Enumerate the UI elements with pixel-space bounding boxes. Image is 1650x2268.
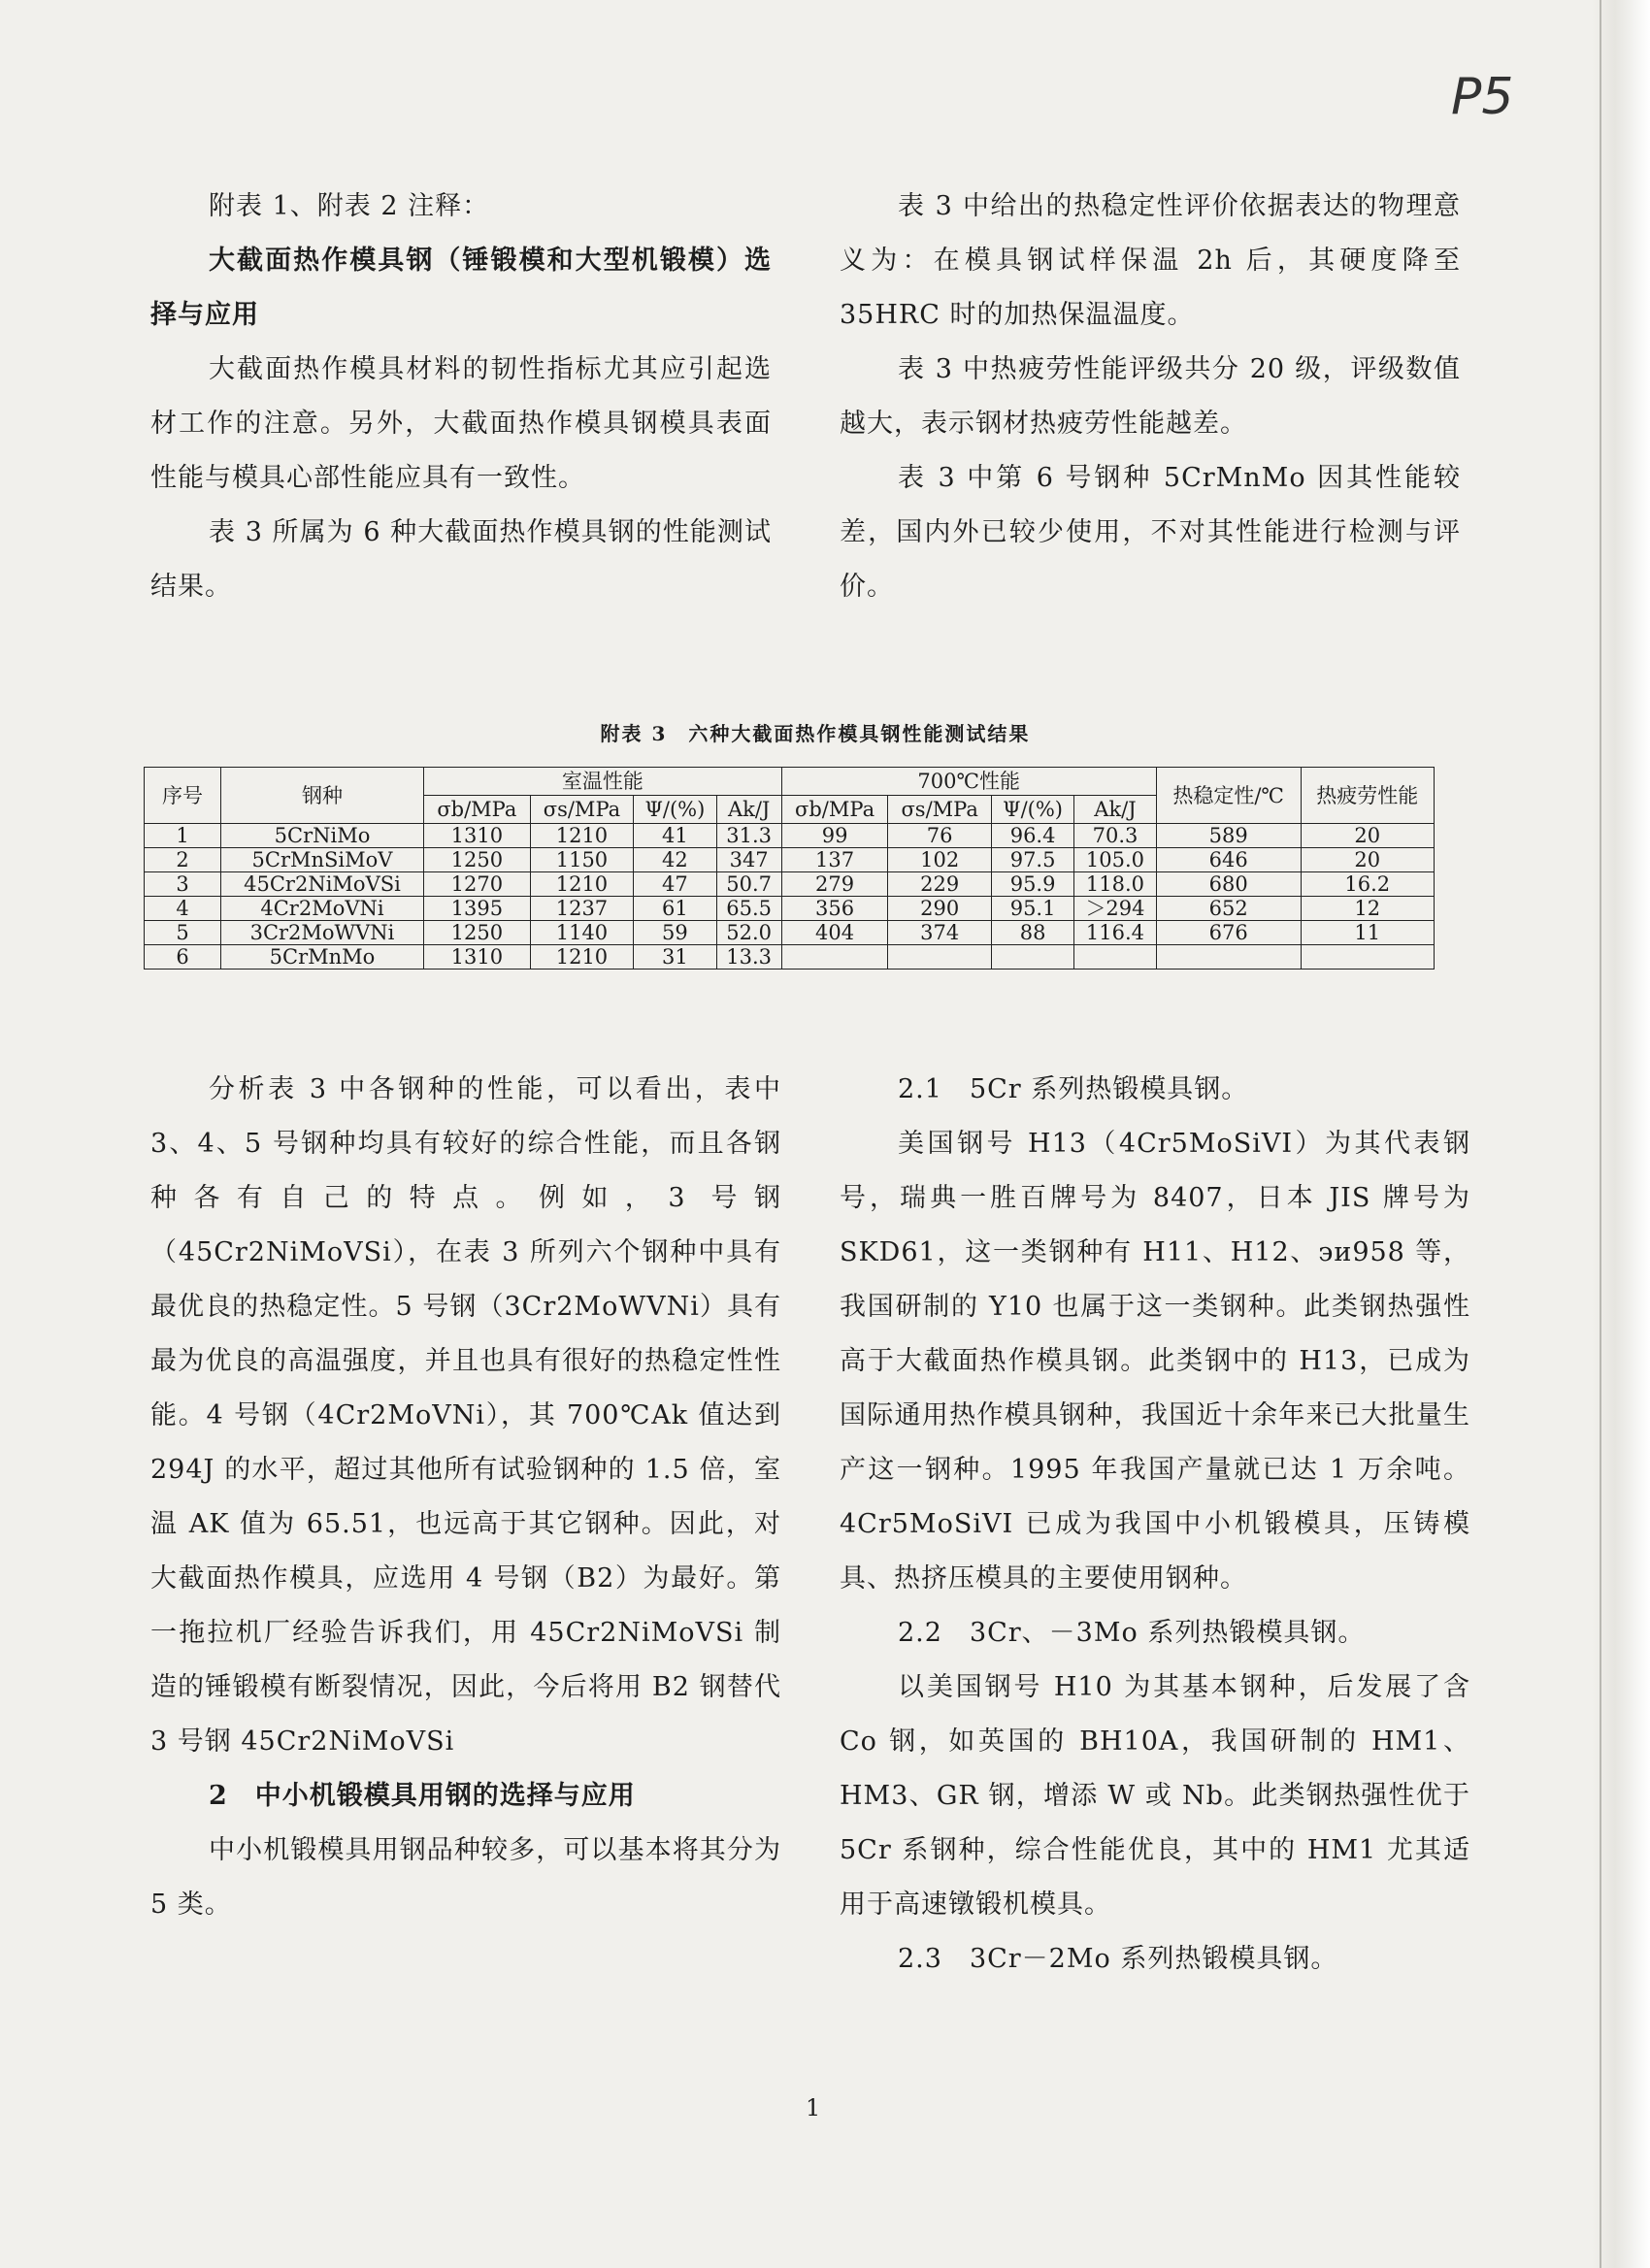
performance-table (144, 767, 1435, 970)
table-cell: 59 (634, 921, 716, 945)
paragraph: 分析表 3 中各钢种的性能，可以看出，表中 3、4、5 号钢种均具有较好的综合性能，而且各钢种各有自己的特点。例如，3 号钢（45Cr2NiMoVSi），在表 3 所列六个钢种中具有最优良的热稳定性。5 号钢（3Cr2MoWVNi）具有最为优良的高温强度，并且也具有很好的热稳定性性能。4 号钢（4Cr2MoVNi），其 700℃Ak 值达到 294J 的水平，超过其他所有试验钢种的 1.5 倍，室温 AK 值为 65.51，也远高于其它钢种。因此，对大截面热作模具，应选用 4 号钢（B2）为最好。第一拖拉机厂经验告诉我们，用 45Cr2NiMoVSi 制造的锤锻模有断裂情况，因此，今后将用 B2 钢替代 3 号钢 45Cr2NiMoVSi (150, 1074, 781, 1757)
table-cell: 5 (145, 921, 221, 945)
table-cell: 76 (888, 824, 992, 848)
header-thermal-fatigue: 热疲劳性能 (1301, 768, 1434, 824)
table-cell: 97.5 (991, 848, 1073, 872)
subheader: Ak/J (716, 796, 781, 824)
paragraph: 大截面热作模具材料的韧性指标尤其应引起选材工作的注意。另外，大截面热作模具钢模具表面性能与模具心部性能应具有一致性。 (150, 354, 772, 493)
table-cell: 95.1 (991, 897, 1073, 921)
paragraph: 表 3 中给出的热稳定性评价依据表达的物理意义为：在模具钢试样保温 2h 后，其硬度降至 35HRC 时的加热保温温度。 (840, 191, 1461, 330)
table-cell: 4 (145, 897, 221, 921)
table-cell: 47 (634, 872, 716, 897)
table-cell: ＞294 (1074, 897, 1156, 921)
subsection-heading-2-1: 2.1 5Cr 系列热锻模具钢。 (898, 1074, 1249, 1104)
table-cell: 290 (888, 897, 992, 921)
paragraph: 美国钢号 H13（4Cr5MoSiVI）为其代表钢号，瑞典一胜百牌号为 8407，日本 JIS 牌号为 SKD61，这一类钢种有 H11、H12、эи958 等，我国研制的 Y10 也属于这一类钢种。此类钢热强性高于大截面热作模具钢。此类钢中的 H13，已成为国际通用热作模具钢种，我国近十余年来已大批量生产这一钢种。1995 年我国产量就已达 1 万余吨。4Cr5MoSiVI 已成为我国中小机锻模具，压铸模具、热挤压模具的主要使用钢种。 (840, 1129, 1470, 1594)
table-cell: 404 (781, 921, 888, 945)
table-body (145, 824, 1435, 970)
table-cell (1156, 945, 1301, 970)
table-cell: 31.3 (716, 824, 781, 848)
table-cell: 1 (145, 824, 221, 848)
right-column-bottom (840, 1063, 1470, 1987)
paragraph: 表 3 中热疲劳性能评级共分 20 级，评级数值越大，表示钢材热疲劳性能越差。 (840, 354, 1461, 439)
header-steel: 钢种 (221, 768, 424, 824)
paragraph: 中小机锻模具用钢品种较多，可以基本将其分为 5 类。 (150, 1835, 781, 1920)
table-cell: 116.4 (1074, 921, 1156, 945)
table-cell: 680 (1156, 872, 1301, 897)
steel-grade-cell: 5CrMnMo (221, 945, 424, 970)
table-cell (1074, 945, 1156, 970)
table-cell: 65.5 (716, 897, 781, 921)
table-cell: 102 (888, 848, 992, 872)
table-cell: 52.0 (716, 921, 781, 945)
table-cell: 31 (634, 945, 716, 970)
table-cell: 1237 (530, 897, 634, 921)
page-number: 1 (806, 2094, 821, 2121)
handwritten-page-mark: P5 (1451, 68, 1514, 126)
table-cell: 61 (634, 897, 716, 921)
table-cell: 589 (1156, 824, 1301, 848)
table-cell: 1310 (424, 824, 531, 848)
steel-grade-cell: 5CrMnSiMoV (221, 848, 424, 872)
table-cell: 95.9 (991, 872, 1073, 897)
subsection-heading-2-2: 2.2 3Cr、－3Mo 系列热锻模具钢。 (898, 1618, 1366, 1648)
table-cell: 137 (781, 848, 888, 872)
paragraph: 以美国钢号 H10 为其基本钢种，后发展了含 Co 钢，如英国的 BH10A，我国研制的 HM1、HM3、GR 钢，增添 W 或 Nb。此类钢热强性优于 5Cr 系钢种，综合性能优良，其中的 HM1 尤其适用于高速镦锻机模具。 (840, 1672, 1470, 1920)
table-cell: 6 (145, 945, 221, 970)
table-cell: 1310 (424, 945, 531, 970)
table-cell: 42 (634, 848, 716, 872)
table-cell: 347 (716, 848, 781, 872)
subheader: σb/MPa (781, 796, 888, 824)
table-cell: 646 (1156, 848, 1301, 872)
table-row (145, 848, 1435, 872)
table-cell: 229 (888, 872, 992, 897)
table-cell (781, 945, 888, 970)
table-cell: 105.0 (1074, 848, 1156, 872)
scan-edge-line (1600, 0, 1601, 2268)
table-cell: 1250 (424, 921, 531, 945)
table-cell: 2 (145, 848, 221, 872)
table-cell: 1140 (530, 921, 634, 945)
table-cell: 1250 (424, 848, 531, 872)
subheader: σs/MPa (530, 796, 634, 824)
table-cell (991, 945, 1073, 970)
header-thermal-stability: 热稳定性/℃ (1156, 768, 1301, 824)
table-row (145, 824, 1435, 848)
table-cell: 279 (781, 872, 888, 897)
subheader: σb/MPa (424, 796, 531, 824)
table-cell: 11 (1301, 921, 1434, 945)
subheader: Ak/J (1074, 796, 1156, 824)
table-cell: 12 (1301, 897, 1434, 921)
header-no: 序号 (145, 768, 221, 824)
table-cell: 676 (1156, 921, 1301, 945)
section-heading-2: 2 中小机锻模具用钢的选择与应用 (209, 1781, 636, 1811)
paragraph: 表 3 中第 6 号钢种 5CrMnMo 因其性能较差，国内外已较少使用，不对其性能进行检测与评价。 (840, 463, 1461, 602)
steel-grade-cell: 4Cr2MoVNi (221, 897, 424, 921)
table-cell: 70.3 (1074, 824, 1156, 848)
steel-grade-cell: 3Cr2MoWVNi (221, 921, 424, 945)
table-cell: 374 (888, 921, 992, 945)
table-cell: 88 (991, 921, 1073, 945)
table-cell: 652 (1156, 897, 1301, 921)
table-cell (888, 945, 992, 970)
header-high-temp: 700℃性能 (781, 768, 1156, 796)
table-cell: 1210 (530, 945, 634, 970)
subsection-heading-2-3: 2.3 3Cr－2Mo 系列热锻模具钢。 (898, 1944, 1338, 1974)
steel-grade-cell: 5CrNiMo (221, 824, 424, 848)
header-room-temp: 室温性能 (424, 768, 782, 796)
left-column-bottom (150, 1063, 781, 1932)
section-heading-large-section: 大截面热作模具钢（锤锻模和大型机锻模）选择与应用 (150, 246, 772, 330)
table-cell: 1270 (424, 872, 531, 897)
table-cell: 3 (145, 872, 221, 897)
table-cell: 1395 (424, 897, 531, 921)
paragraph: 表 3 所属为 6 种大截面热作模具钢的性能测试结果。 (150, 517, 772, 602)
table-cell: 20 (1301, 848, 1434, 872)
left-column-top (150, 180, 772, 614)
table-cell: 41 (634, 824, 716, 848)
table-row (145, 897, 1435, 921)
table-cell: 1210 (530, 824, 634, 848)
table-cell: 13.3 (716, 945, 781, 970)
subheader: σs/MPa (888, 796, 992, 824)
subheader: Ψ/(%) (991, 796, 1073, 824)
table-cell: 356 (781, 897, 888, 921)
steel-grade-cell: 45Cr2NiMoVSi (221, 872, 424, 897)
table-row (145, 945, 1435, 970)
table-cell: 1150 (530, 848, 634, 872)
annotation-heading: 附表 1、附表 2 注释： (209, 191, 490, 221)
table-cell: 96.4 (991, 824, 1073, 848)
table-cell: 1210 (530, 872, 634, 897)
table-cell: 16.2 (1301, 872, 1434, 897)
table-cell: 118.0 (1074, 872, 1156, 897)
table-cell: 50.7 (716, 872, 781, 897)
table-cell: 20 (1301, 824, 1434, 848)
subheader: Ψ/(%) (634, 796, 716, 824)
table-cell (1301, 945, 1434, 970)
right-column-top (840, 180, 1461, 614)
table-cell: 99 (781, 824, 888, 848)
table-row (145, 872, 1435, 897)
table-title: 附表 3 六种大截面热作模具钢性能测试结果 (600, 722, 1031, 745)
table-row (145, 921, 1435, 945)
